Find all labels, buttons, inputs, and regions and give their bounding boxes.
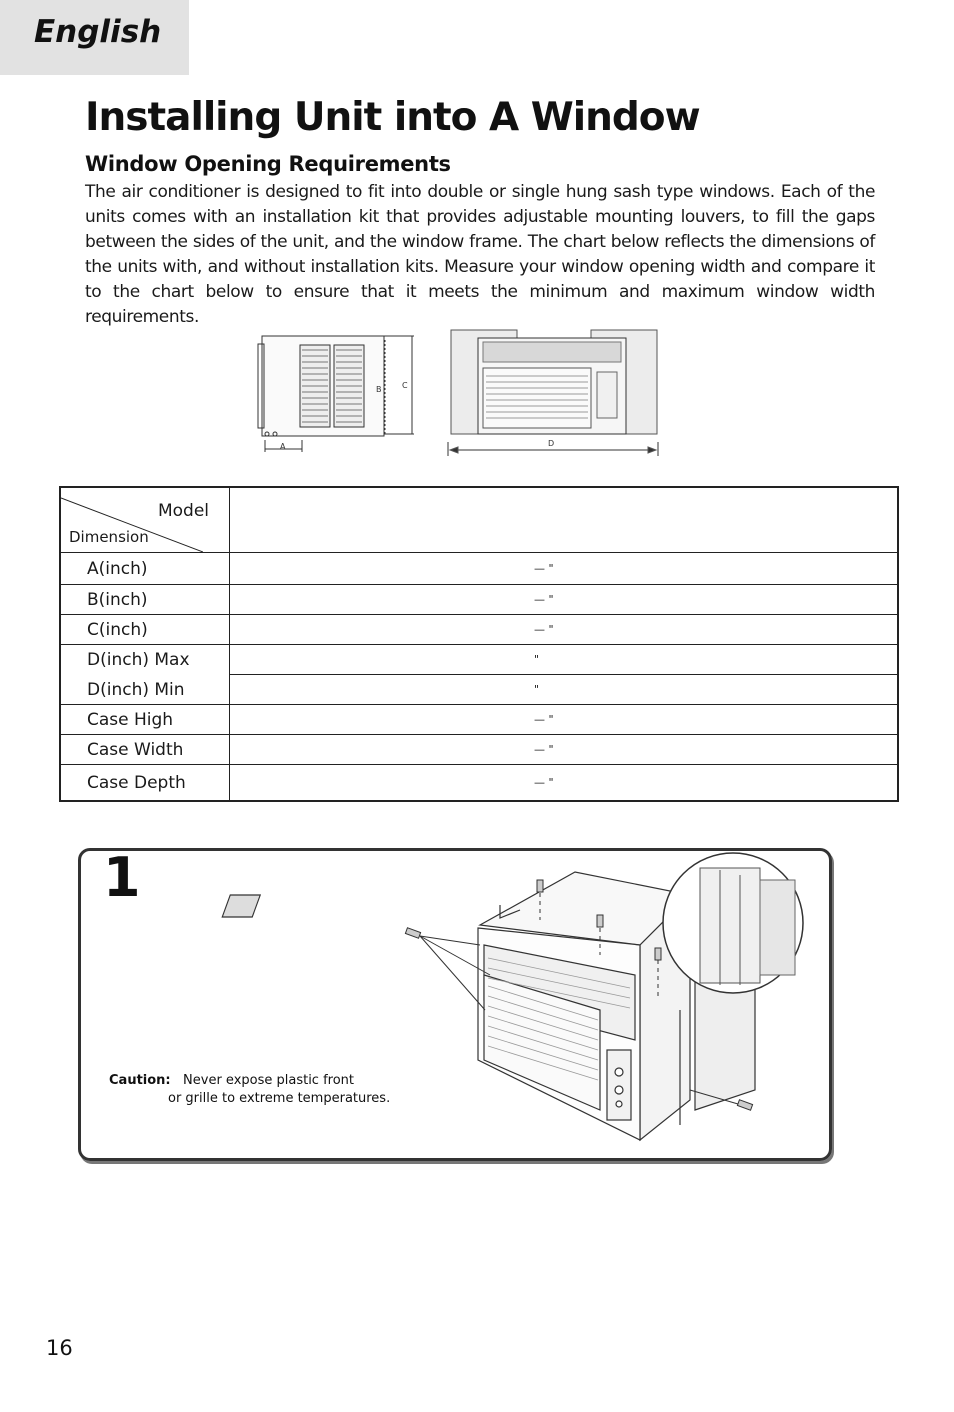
step-number: 1 — [103, 846, 141, 909]
section-heading: Window Opening Requirements — [85, 152, 451, 176]
caution-line-2: or grille to extreme temperatures. — [168, 1091, 391, 1106]
row-value: " — [230, 675, 899, 705]
page-number: 16 — [46, 1336, 73, 1360]
label-d: D — [548, 439, 555, 448]
row-label: C(inch) — [60, 615, 230, 645]
row-label: Case Depth — [60, 765, 230, 801]
header-model: Model — [157, 501, 209, 521]
row-label: Case High — [60, 705, 230, 735]
row-label: Case Width — [60, 735, 230, 765]
row-label: B(inch) — [60, 585, 230, 615]
section-body: The air conditioner is designed to fit into double or single hung sash type windows. Each of the units comes with an installation kit that provides adjustable mounting louvers, to fill the gaps between the sides of the unit, and the window frame. The chart below reflects the dimensions of the units with, and without installation kits. Measure your window opening width and compare it to the chart below to ensure that it meets the minimum and maximum window width requirements. — [85, 182, 875, 327]
row-value: " — [230, 645, 899, 675]
row-value: — " — [534, 776, 554, 790]
caution-label: Caution: — [109, 1073, 171, 1088]
row-label: D(inch) Max — [60, 645, 230, 675]
label-b: B — [376, 385, 382, 394]
row-value: — " — [230, 585, 899, 615]
label-a: A — [280, 442, 286, 451]
row-value: — " — [230, 735, 899, 765]
row-label: D(inch) Min — [60, 675, 230, 705]
language-label: English — [34, 14, 162, 50]
row-value: — " — [230, 553, 899, 585]
caution-line-1: Never expose plastic front — [183, 1073, 355, 1088]
row-label: A(inch) — [60, 553, 230, 585]
row-value: — " — [230, 705, 899, 735]
row-value: — " — [230, 615, 899, 645]
page-title: Installing Unit into A Window — [85, 95, 700, 140]
label-c: C — [402, 381, 408, 390]
header-dimension: Dimension — [69, 528, 149, 547]
detail-magnifier — [663, 853, 803, 993]
caution-note — [109, 1072, 390, 1108]
